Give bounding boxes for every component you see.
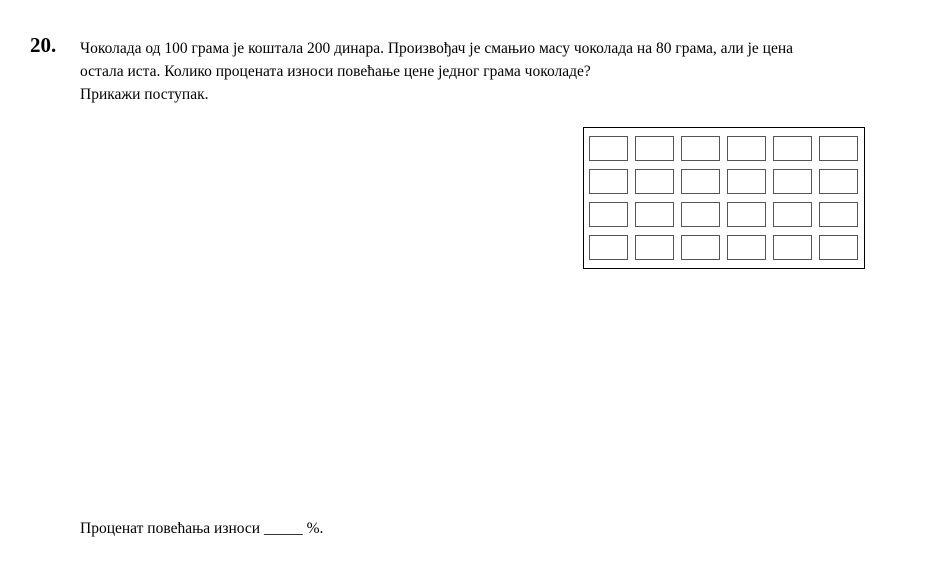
chocolate-piece xyxy=(589,202,628,227)
chocolate-piece xyxy=(773,202,812,227)
chocolate-piece xyxy=(681,202,720,227)
chocolate-piece xyxy=(727,235,766,260)
task-instruction: Прикажи поступак. xyxy=(80,86,209,103)
chocolate-piece xyxy=(635,235,674,260)
chocolate-piece xyxy=(589,169,628,194)
chocolate-piece xyxy=(819,136,858,161)
chocolate-piece xyxy=(589,235,628,260)
answer-prefix: Проценат повећања износи xyxy=(80,520,264,537)
chocolate-piece xyxy=(819,202,858,227)
chocolate-piece xyxy=(819,235,858,260)
chocolate-piece xyxy=(773,136,812,161)
answer-line xyxy=(80,518,323,540)
answer-blank[interactable]: _____ xyxy=(263,520,303,537)
answer-suffix: %. xyxy=(302,520,324,537)
chocolate-piece xyxy=(635,202,674,227)
chocolate-piece xyxy=(635,136,674,161)
chocolate-piece xyxy=(773,169,812,194)
chocolate-piece xyxy=(681,169,720,194)
task-text-line: Чоколада од 100 грама је коштала 200 динара. Произвођач је смањио масу чоколада на 80 грама, али је цена xyxy=(80,40,794,57)
chocolate-piece xyxy=(681,136,720,161)
task-text-line: остала иста. Колико процената износи повећање цене једног грама чоколаде? xyxy=(80,63,591,80)
chocolate-piece xyxy=(727,169,766,194)
chocolate-piece xyxy=(819,169,858,194)
chocolate-bar-illustration xyxy=(583,127,865,269)
chocolate-piece xyxy=(589,136,628,161)
chocolate-piece xyxy=(635,169,674,194)
chocolate-piece xyxy=(727,136,766,161)
task-number: 20. xyxy=(30,33,57,57)
chocolate-piece xyxy=(773,235,812,260)
chocolate-piece xyxy=(681,235,720,260)
chocolate-piece xyxy=(727,202,766,227)
task-statement xyxy=(80,37,920,106)
